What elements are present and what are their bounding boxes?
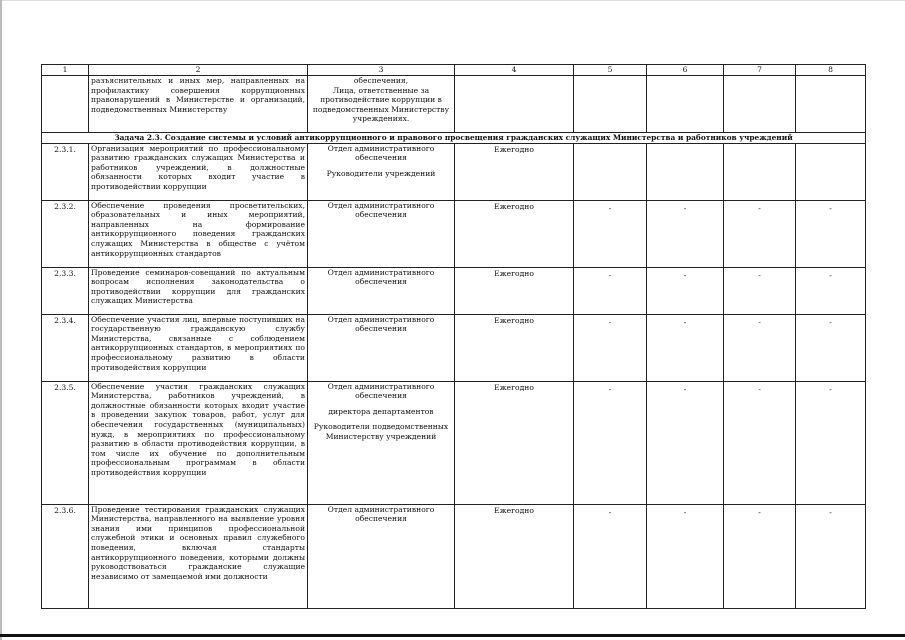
table-row xyxy=(42,381,866,504)
header-cell: 1 xyxy=(42,65,89,76)
measure-text: Обеспечение проведения просветительских, образовательных и иных мероприятий, направленных на формирование антикоррупционного поведения гражданских служащих Министерства в обществе с учётом антикоррупционных стандартов xyxy=(89,200,308,267)
header-cell: 6 xyxy=(647,65,724,76)
measure-text: Организация мероприятий по профессиональному развитию гражданских служащих Министерства и работников учреждений, в должностные обязанности которых входит участие в противодействии коррупции xyxy=(89,143,308,200)
cell xyxy=(724,76,796,133)
executor-line: Отдел административного обеспечения xyxy=(327,143,435,163)
cell-6: - xyxy=(647,381,724,504)
executor-line: Отдел административного обеспечения xyxy=(327,200,435,220)
table-row xyxy=(42,267,866,314)
executor-cell xyxy=(308,504,455,608)
plan-table xyxy=(41,64,866,609)
row-number: 2.3.2. xyxy=(42,200,89,267)
table-row xyxy=(42,143,866,200)
executor-cell xyxy=(308,76,455,133)
term-cell xyxy=(455,76,574,133)
cell-5: - xyxy=(574,504,647,608)
cell-8: - xyxy=(796,314,866,381)
cell-6: - xyxy=(647,314,724,381)
executor-cell xyxy=(308,314,455,381)
section-row xyxy=(42,133,866,144)
table-row xyxy=(42,314,866,381)
cell-7 xyxy=(724,143,796,200)
executor-line: директора департаментов xyxy=(328,406,434,416)
cell-8: - xyxy=(796,504,866,608)
term-cell: Ежегодно xyxy=(455,504,574,608)
row-number: 2.3.1. xyxy=(42,143,89,200)
cell-7: - xyxy=(724,381,796,504)
cell-6 xyxy=(647,143,724,200)
cell-5: - xyxy=(574,200,647,267)
column-number-header xyxy=(42,65,866,76)
executor-line: Отдел административного обеспечения xyxy=(327,504,435,524)
measure-text: Обеспечение участия лиц, впервые поступивших на государственную гражданскую службу Министерства, связанные с соблюдением антикоррупционных стандартов, в мероприятиях по профессиональному развитию в области противодействия коррупции xyxy=(89,314,308,381)
cell-8: - xyxy=(796,267,866,314)
cell-6: - xyxy=(647,504,724,608)
measure-text: Обеспечение участия гражданских служащих Министерства, работников учреждений, в должностные обязанности которых входит участие в проведении закупок товаров, работ, услуг для обеспечения государственных (муниципальных) нужд, в мероприятиях по профессиональному развитию в области противодействия коррупции, в том числе их обучение по дополнительным профессиональным программам в области противодействия коррупции xyxy=(89,381,308,504)
scan-edge-left xyxy=(0,0,2,640)
term-cell: Ежегодно xyxy=(455,200,574,267)
cell-7: - xyxy=(724,504,796,608)
cell-8: - xyxy=(796,381,866,504)
header-cell: 7 xyxy=(724,65,796,76)
row-number: 2.3.3. xyxy=(42,267,89,314)
cell-8: - xyxy=(796,200,866,267)
header-cell: 2 xyxy=(89,65,308,76)
executor-line: Лица, ответственные за противодействие коррупции в подведомственных Министерству учреждениях. xyxy=(312,85,450,124)
measure-text: Проведение семинаров-совещаний по актуальным вопросам исполнения законодательства о противодействии коррупции для гражданских служащих Министерства xyxy=(89,267,308,314)
executor-line: Отдел административного обеспечения xyxy=(327,381,435,401)
executor-cell xyxy=(308,381,455,504)
term-cell: Ежегодно xyxy=(455,381,574,504)
cell-6: - xyxy=(647,267,724,314)
cell-5 xyxy=(574,143,647,200)
section-title: Задача 2.3. Создание системы и условий антикоррупционного и правового просвещения гражданских служащих Министерства и работников учреждений xyxy=(42,133,866,144)
executor-line: Руководители подведомственных Министерству учреждений xyxy=(313,422,449,441)
executor-line: Руководители учреждений xyxy=(326,168,436,178)
row-number: 2.3.6. xyxy=(42,504,89,608)
table-row xyxy=(42,504,866,608)
scan-edge-top xyxy=(0,0,905,1)
header-cell: 5 xyxy=(574,65,647,76)
header-cell: 3 xyxy=(308,65,455,76)
executor-line: Отдел административного обеспечения xyxy=(327,267,435,287)
row-number: 2.3.4. xyxy=(42,314,89,381)
cell-8 xyxy=(796,143,866,200)
cell xyxy=(647,76,724,133)
cell-5: - xyxy=(574,314,647,381)
cell-7: - xyxy=(724,200,796,267)
header-cell: 4 xyxy=(455,65,574,76)
header-cell: 8 xyxy=(796,65,866,76)
row-number: 2.3.5. xyxy=(42,381,89,504)
executor-line: Отдел административного обеспечения xyxy=(327,314,435,334)
cell-6: - xyxy=(647,200,724,267)
table-row xyxy=(42,200,866,267)
row-number-cell xyxy=(42,76,89,133)
term-cell: Ежегодно xyxy=(455,314,574,381)
cell-7: - xyxy=(724,314,796,381)
executor-cell xyxy=(308,200,455,267)
scan-edge-bottom xyxy=(0,634,905,637)
executor-cell xyxy=(308,267,455,314)
term-cell: Ежегодно xyxy=(455,143,574,200)
cell xyxy=(796,76,866,133)
executor-cell xyxy=(308,143,455,200)
term-cell: Ежегодно xyxy=(455,267,574,314)
measure-text: разъяснительных и иных мер, направленных на профилактику совершения коррупционных правонарушений в Министерстве и организаций, подведомственных Министерству xyxy=(89,76,308,133)
cell-5: - xyxy=(574,381,647,504)
plan-table-container xyxy=(41,64,866,609)
cell xyxy=(574,76,647,133)
executor-line: обеспечения, xyxy=(353,76,409,85)
cell-5: - xyxy=(574,267,647,314)
measure-text: Проведение тестирования гражданских служащих Министерства, направленного на выявление уровня знания ими принципов профессиональной служебной этики и основных правил служебного поведения, включая стандарты антикоррупционного поведения, которыми должны руководствоваться гражданские служащие независимо от замещаемой ими должности xyxy=(89,504,308,608)
cell-7: - xyxy=(724,267,796,314)
continuation-row xyxy=(42,76,866,133)
